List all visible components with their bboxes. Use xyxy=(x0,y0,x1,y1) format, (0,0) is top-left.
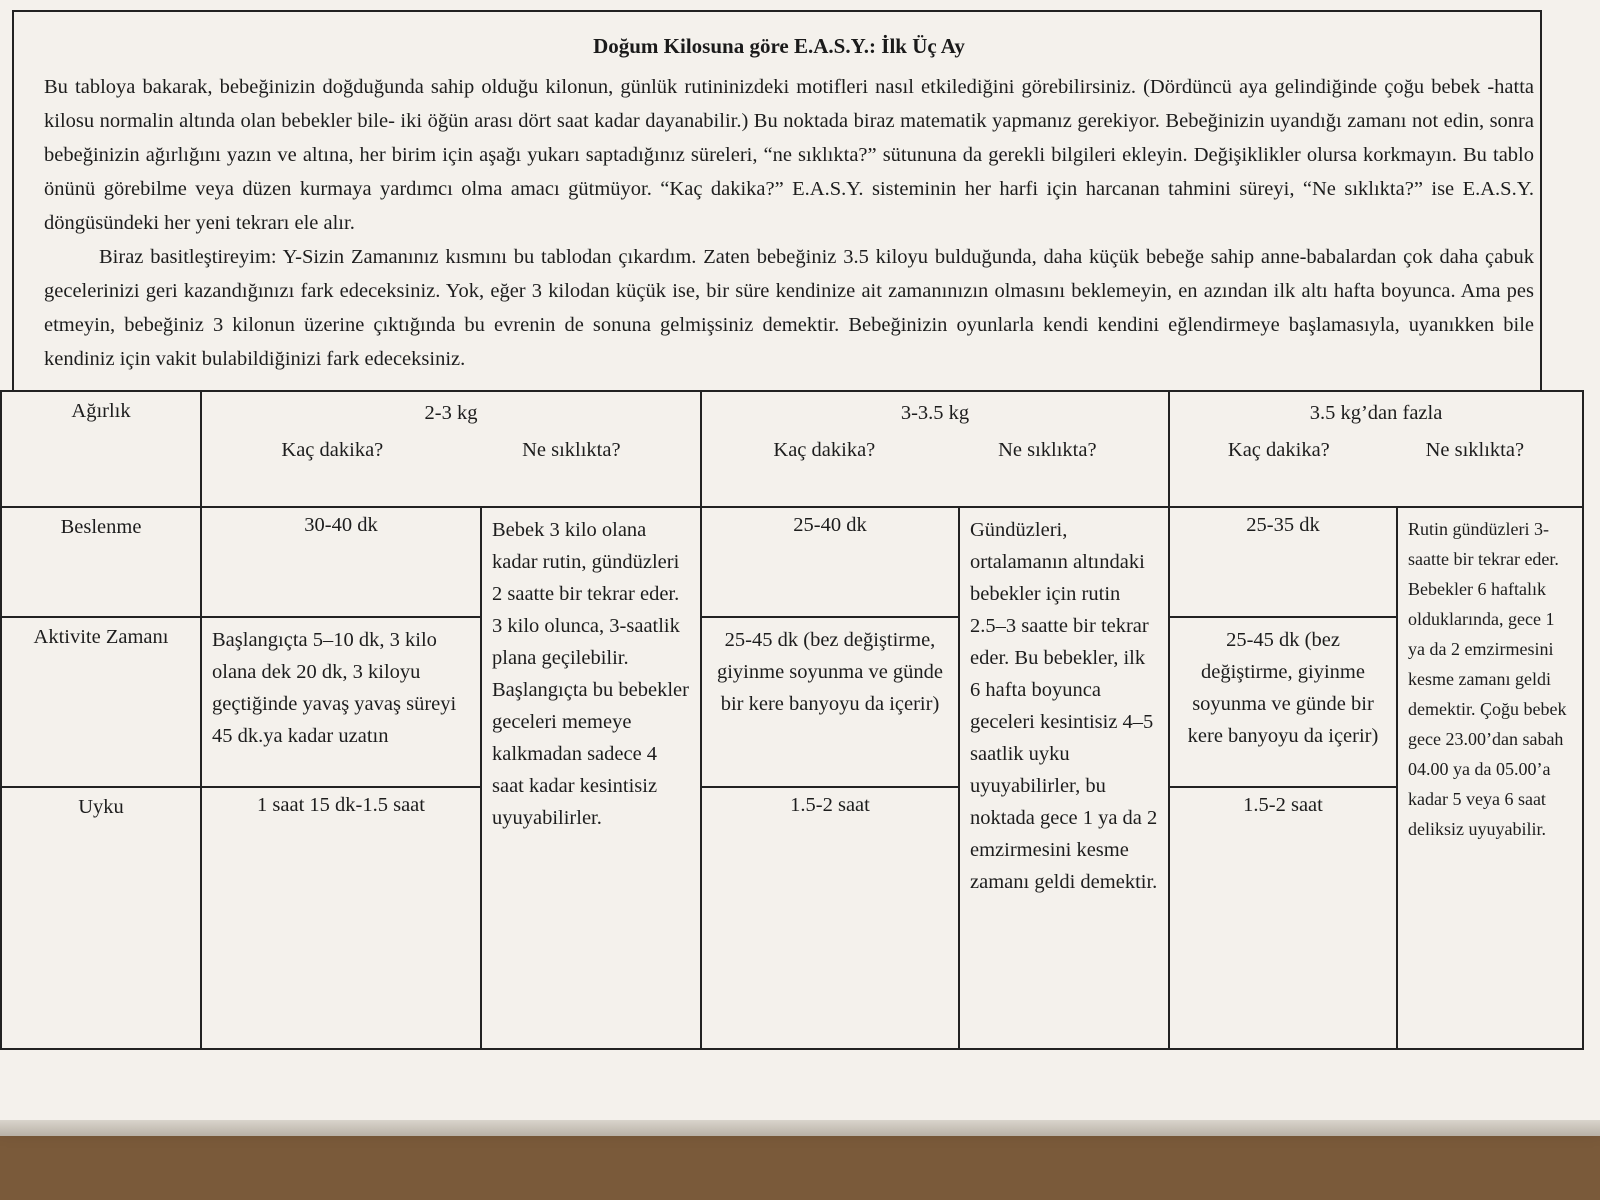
row-label-activity: Aktivite Zamanı xyxy=(1,617,201,787)
header-group-1 xyxy=(201,391,701,507)
header-group-3 xyxy=(1169,391,1583,507)
g3-activity: 25-45 dk (bez değiştirme, giyinme soyunma ve günde bir kere banyoyu da içerir) xyxy=(1169,617,1397,787)
g2-frequency: Gündüzleri, ortalamanın altındaki bebekler için rutin 2.5–3 saatte bir tekrar eder. Bu bebekler, ilk 6 hafta boyunca geceleri kesintisiz 4–5 saatlik uyku uyuyabilirler, bu noktada gece 1 ya da 2 emzirmesini kesme zamanı geldi demektir. xyxy=(959,507,1169,1049)
header-group-2 xyxy=(701,391,1169,507)
g1-sleep: 1 saat 15 dk-1.5 saat xyxy=(201,787,481,1049)
g2-feeding: 25-40 dk xyxy=(701,507,959,617)
g2-activity: 25-45 dk (bez değiştirme, giyinme soyunma ve günde bir kere banyoyu da içerir) xyxy=(701,617,959,787)
g1-feeding: 30-40 dk xyxy=(201,507,481,617)
row-label-sleep: Uyku xyxy=(1,787,201,1049)
page-edge xyxy=(0,1120,1600,1136)
group-1-frequency-label: Ne sıklıkta? xyxy=(522,439,621,461)
group-3-range: 3.5 kg’dan fazla xyxy=(1309,402,1443,424)
g2-sleep: 1.5-2 saat xyxy=(701,787,959,1049)
group-3-minutes-label: Kaç dakika? xyxy=(1227,439,1330,461)
easy-table xyxy=(0,390,1584,1050)
group-1-minutes-label: Kaç dakika? xyxy=(281,439,384,461)
intro-paragraph-2: Biraz basitleştireyim: Y-Sizin Zamanınız kısmını bu tablodan çıkardım. Zaten bebeğiniz 3.5 kiloyu bulduğunda, daha küçük bebeğe sahip anne-babalardan çok daha çabuk gecelerinizi geri kazandığınızı fark edeceksiniz. Yok, eğer 3 kilodan küçük ise, bir süre kendinize ait zamanınızın olmasını beklemeyin, en azından ilk altı hafta boyunca. Ama pes etmeyin, bebeğiniz 3 kilonun üzerine çıktığında bu evrenin de sonuna gelmişsiniz demektir. Bebeğinizin oyunlarla kendi kendini eğlendirmeye başlamasıyla, uyanıkken bile kendiniz için vakit bulabildiğinizi fark edeceksiniz. xyxy=(44,246,1534,370)
g3-feeding: 25-35 dk xyxy=(1169,507,1397,617)
row-label-feeding: Beslenme xyxy=(1,507,201,617)
intro-paragraph-1: Bu tabloya bakarak, bebeğinizin doğduğunda sahip olduğu kilonun, günlük rutininizdeki motifleri nasıl etkilediğini görebilirsiniz. (Dördüncü aya gelindiğinde çoğu bebek -hatta kilosu normalin altında olan bebekler bile- iki öğün arası dört saat kadar dayanabilir.) Bu noktada biraz matematik yapmanız gerekiyor. Bebeğinizin uyandığı zamanı not edin, sonra bebeğinizin ağırlığını yazın ve altına, her birim için aşağı yukarı saptadığınız süreleri, “ne sıklıkta?” sütununa da gerekli bilgileri ekleyin. Değişiklikler olursa korkmayın. Bu tablo önünü görebilme veya düzen kurmaya yardımcı olma amacı gütmüyor. “Kaç dakika?” E.A.S.Y. sisteminin her harfi için harcanan tahmini süreyi, “Ne sıklıkta?” ise E.A.S.Y. döngüsündeki her yeni tekrarı ele alır. xyxy=(44,76,1534,234)
page-title: Doğum Kilosuna göre E.A.S.Y.: İlk Üç Ay xyxy=(593,34,965,58)
intro-box xyxy=(12,10,1542,390)
group-3-frequency-label: Ne sıklıkta? xyxy=(1425,439,1525,461)
header-weight: Ağırlık xyxy=(1,391,201,507)
g1-frequency: Bebek 3 kilo olana kadar rutin, gündüzleri 2 saatte bir tekrar eder. 3 kilo olunca, 3-saatlik plana geçilebilir. Başlangıçta bu bebekler geceleri memeye kalkmadan sadece 4 saat kadar kesintisiz uyuyabilirler. xyxy=(481,507,701,1049)
intro-text xyxy=(44,70,1534,376)
group-2-range: 3-3.5 kg xyxy=(900,402,970,424)
group-1-range: 2-3 kg xyxy=(424,402,478,424)
g1-activity: Başlangıçta 5–10 dk, 3 kilo olana dek 20 dk, 3 kiloyu geçtiğinde yavaş yavaş süreyi 45 dk.ya kadar uzatın xyxy=(201,617,481,787)
group-2-frequency-label: Ne sıklıkta? xyxy=(998,439,1097,461)
g3-frequency: Rutin gündüzleri 3-saatte bir tekrar eder. Bebekler 6 haftalık olduklarında, gece 1 ya da 2 emzirmesini kesme zamanı geldi demektir. Çoğu bebek gece 23.00’dan sabah 04.00 ya da 05.00’a kadar 5 veya 6 saat deliksiz uyuyabilir. xyxy=(1397,507,1583,1049)
group-2-minutes-label: Kaç dakika? xyxy=(773,439,876,461)
g3-sleep: 1.5-2 saat xyxy=(1169,787,1397,1049)
